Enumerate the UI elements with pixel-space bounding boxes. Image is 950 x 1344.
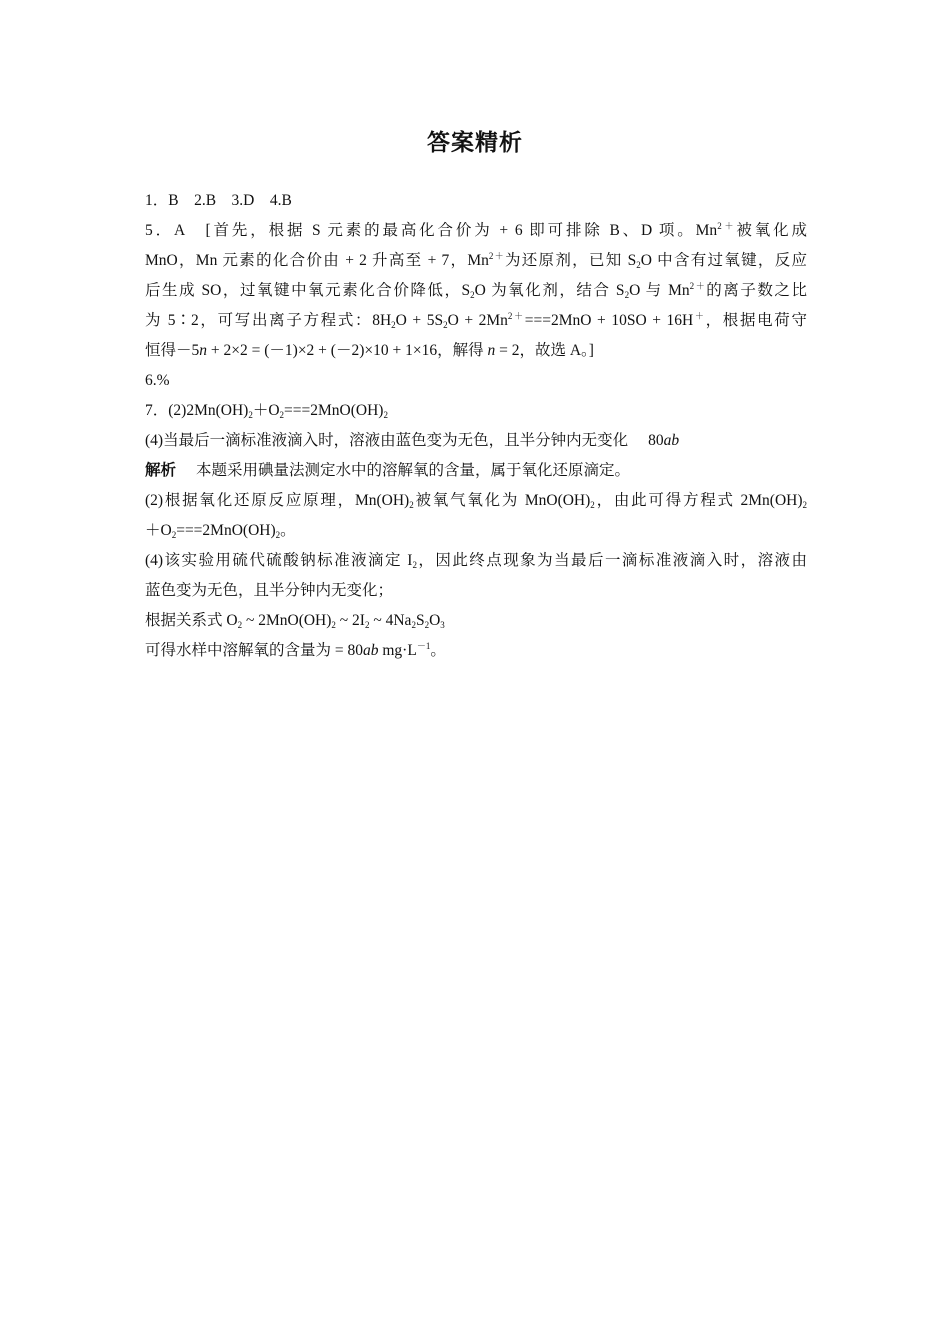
q5-line-1: 5．A [首先，根据 S 元素的最高化合价为 + 6 即可排除 B、D 项。$Mn^{2+}$被氧化成 xyxy=(145,221,807,239)
analysis-p4-line-1: (4)该实验用硫代硫酸钠标准液滴定 $I_2$，因此终点现象为当最后一滴标准液滴入时，溶液由 xyxy=(145,552,807,570)
analysis-label: 解析 xyxy=(145,462,177,479)
q5-line-2: MnO，Mn 元素的化合价由 + 2 升高至 + 7，$Mn^{2+}$为还原剂，已知 $S_2O$ 中含有过氧键，反应 xyxy=(145,251,807,270)
analysis-relation: 根据关系式 $O_2$ ~ $2MnO(OH)_2$ ~ $2I_2$ ~ $4Na_2S_2O_3$ xyxy=(145,612,445,630)
answer-content xyxy=(145,186,807,666)
page-title: 答案精析 xyxy=(427,130,523,156)
q5-line-5: 恒得－5n + 2×2 = (－1)×2 + (－2)×10 + 1×16，解得 n = 2，故选 A。] xyxy=(145,342,594,359)
analysis-intro: 解析 本题采用碘量法测定水中的溶解氧的含量，属于氧化还原滴定。 xyxy=(145,462,631,479)
analysis-final: 可得水样中溶解氧的含量为 = 80ab $mg\cdot L^{-1}$。 xyxy=(145,641,446,659)
q5-line-4: 为 5∶2，可写出离子方程式：$8H_2O + 5S_2O + 2Mn^{2+}===2MnO + 10SO + 16H^+$，根据电荷守 xyxy=(145,311,807,330)
q7-line-2: (4)当最后一滴标准液滴入时，溶液由蓝色变为无色，且半分钟内无变化 80ab xyxy=(145,432,680,449)
answers-1-4: 1．B 2.B 3.D 4.B xyxy=(145,192,292,209)
analysis-p4-line-2: 蓝色变为无色，且半分钟内无变化； xyxy=(145,582,394,599)
q5-line-3: 后生成 SO，过氧键中氧元素化合价降低，$S_2O$ 为氧化剂，结合 $S_2O$ 与 $Mn^{2+}$的离子数之比 xyxy=(145,281,807,300)
q6-answer: 6.% xyxy=(145,372,170,389)
q7-line-1: 7．$(2)2Mn(OH)_2+O_2===2MnO(OH)_2$ xyxy=(145,402,388,420)
analysis-p2-line-2: $+O_2===2MnO(OH)_2$。 xyxy=(145,522,296,540)
analysis-p2-line-1: (2)根据氧化还原反应原理，$Mn(OH)_2$被氧气氧化为 $MnO(OH)_2$，由此可得方程式 $2Mn(OH)_2$ xyxy=(145,492,807,510)
